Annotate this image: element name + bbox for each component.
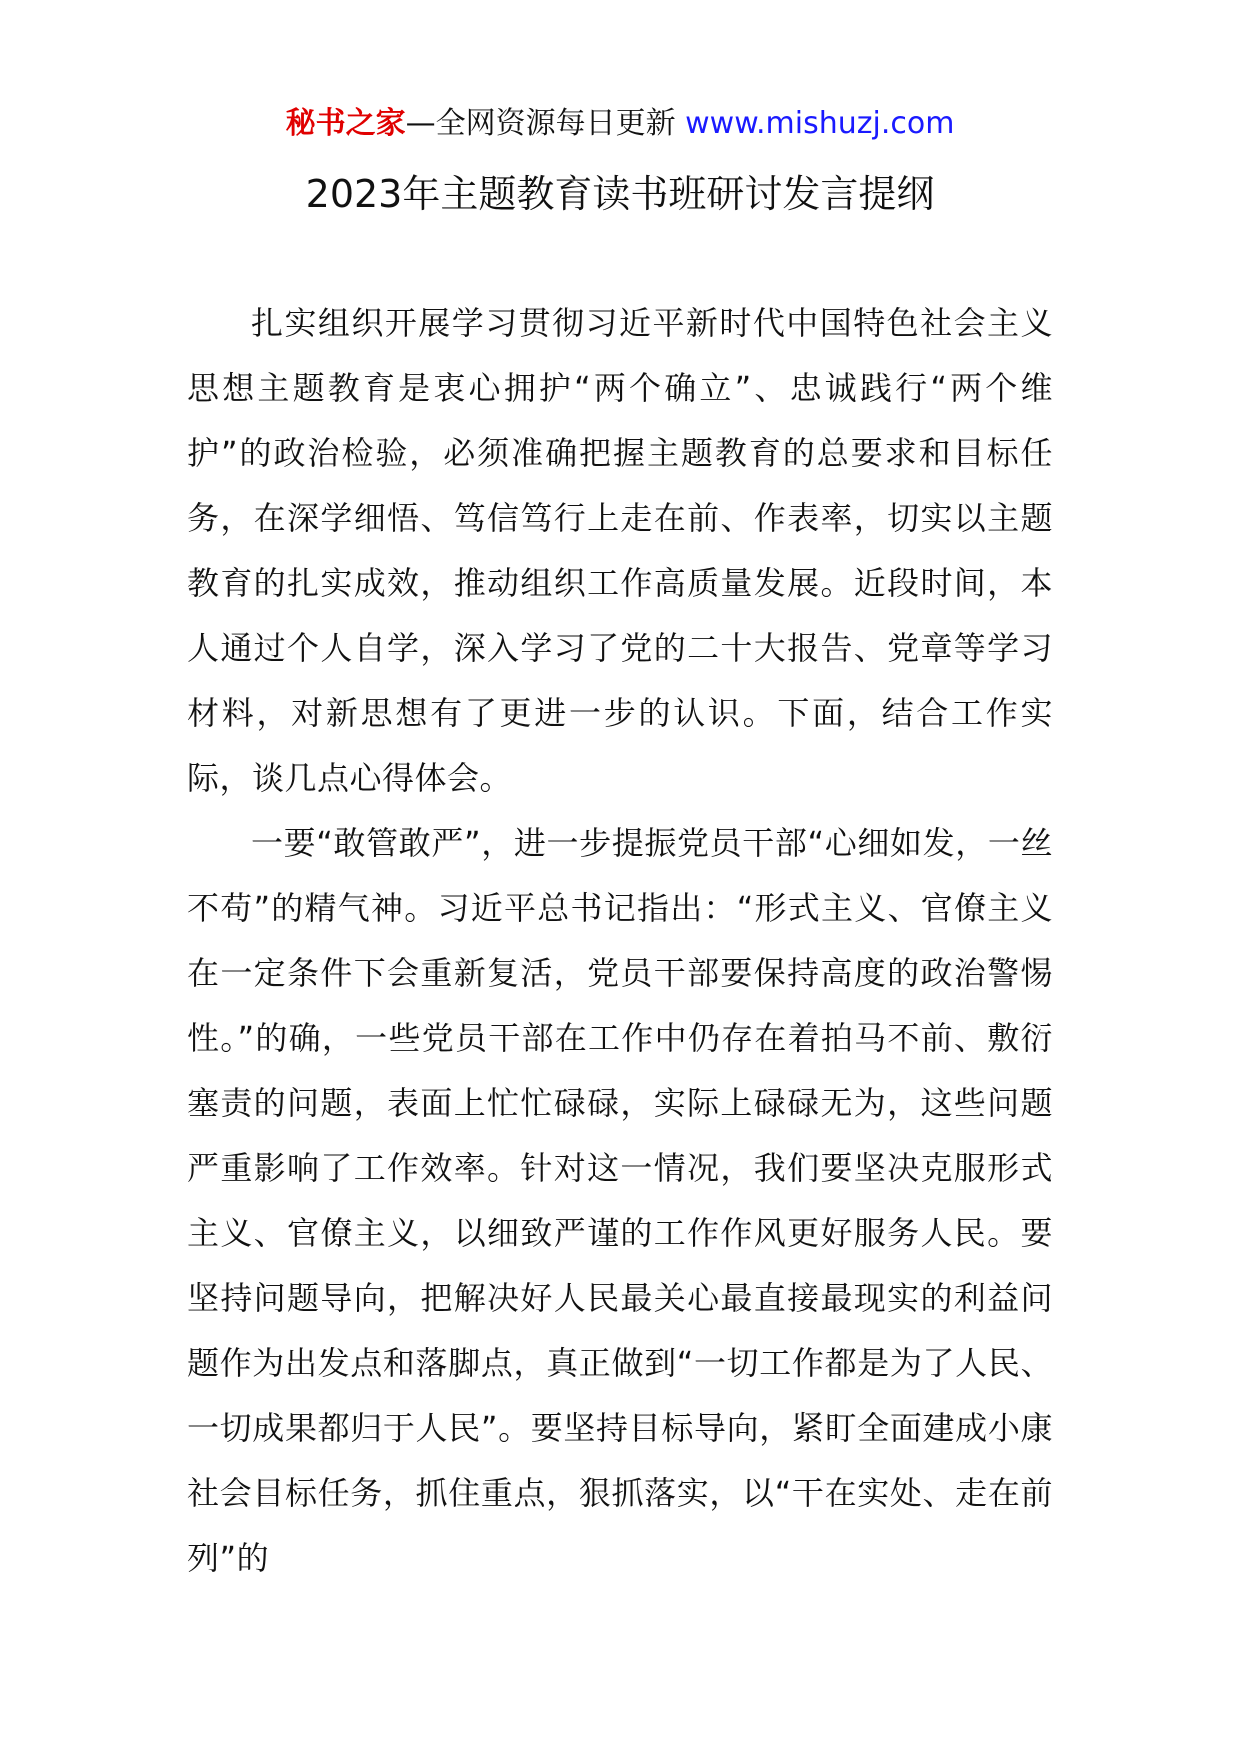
site-brand-name: 秘书之家 — [285, 106, 406, 141]
paragraph-point-one: 一要“敢管敢严”，进一步提振党员干部“心细如发，一丝不苟”的精气神。习近平总书记指出：“形式主义、官僚主义在一定条件下会重新复活，党员干部要保持高度的政治警惕性。”的确，一些党员干部在工作中仍存在着拍马不前、敷衍塞责的问题，表面上忙忙碌碌，实际上碌碌无为，这些问题严重影响了工作效率。针对这一情况，我们要坚决克服形式主义、官僚主义，以细致严谨的工作作风更好服务人民。要坚持问题导向，把解决好人民最关心最直接最现实的利益问题作为出发点和落脚点，真正做到“一切工作都是为了人民、一切成果都归于人民”。要坚持目标导向，紧盯全面建成小康社会目标任务，抓住重点，狠抓落实，以“干在实处、走在前列”的 — [187, 824, 1053, 1577]
document-title: 2023年主题教育读书班研讨发言提纲 — [305, 172, 935, 216]
site-url-link[interactable]: www.mishuzj.com — [685, 106, 955, 141]
document-body — [187, 291, 1053, 1591]
paragraph-intro: 扎实组织开展学习贯彻习近平新时代中国特色社会主义思想主题教育是衷心拥护“两个确立”、忠诚践行“两个维护”的政治检验，必须准确把握主题教育的总要求和目标任务，在深学细悟、笃信笃行上走在前、作表率，切实以主题教育的扎实成效，推动组织工作高质量发展。近段时间，本人通过个人自学，深入学习了党的二十大报告、党章等学习材料，对新思想有了更进一步的认识。下面，结合工作实际，谈几点心得体会。 — [187, 304, 1053, 797]
site-banner — [0, 102, 1240, 146]
site-slogan: —全网资源每日更新 — [405, 106, 686, 141]
